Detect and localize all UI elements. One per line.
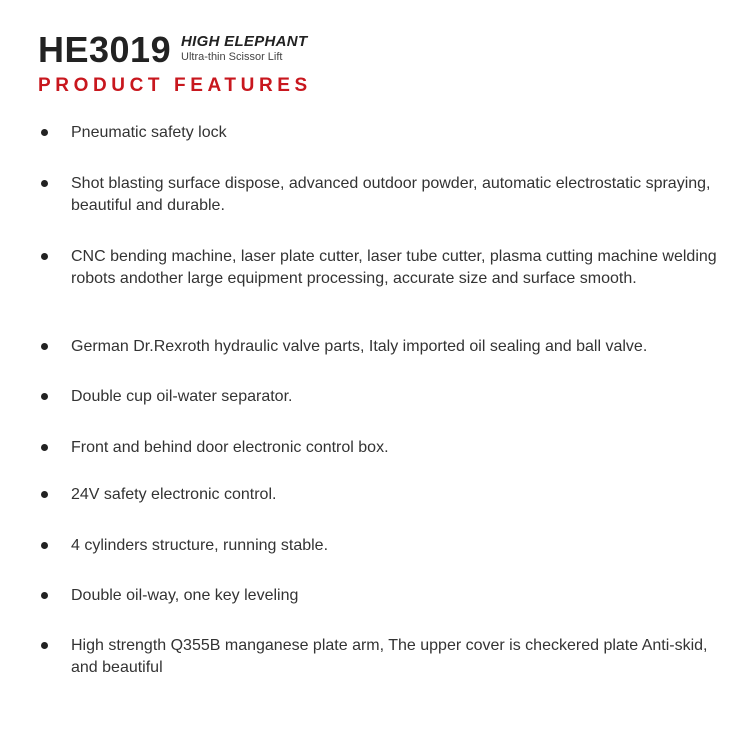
feature-text: 4 cylinders structure, running stable. (71, 537, 329, 554)
feature-text: Front and behind door electronic control box. (71, 439, 389, 456)
feature-text: Double oil-way, one key leveling (71, 587, 299, 604)
bullet-icon (41, 444, 48, 451)
section-title: PRODUCT FEATURES (38, 75, 312, 96)
bullet-icon (41, 129, 48, 136)
bullet-icon (41, 491, 48, 498)
brand-name: HIGH ELEPHANT (181, 33, 308, 50)
header (38, 30, 738, 100)
product-subtitle: Ultra-thin Scissor Lift (181, 51, 283, 63)
feature-text: High strength Q355B manganese plate arm, The upper cover is checkered plate Anti-skid, and beautiful (71, 637, 708, 676)
brand-block (181, 34, 307, 64)
feature-text: German Dr.Rexroth hydraulic valve parts, Italy imported oil sealing and ball valve. (71, 338, 648, 355)
bullet-icon (41, 592, 48, 599)
feature-text: Shot blasting surface dispose, advanced outdoor powder, automatic electrostatic spraying, beautiful and durable. (71, 175, 711, 214)
bullet-icon (41, 393, 48, 400)
bullet-icon (41, 642, 48, 649)
bullet-icon (41, 253, 48, 260)
bullet-icon (41, 180, 48, 187)
feature-text: CNC bending machine, laser plate cutter, laser tube cutter, plasma cutting machine welding robots andother large equipment processing, accurate size and surface smooth. (71, 248, 717, 287)
feature-text: 24V safety electronic control. (71, 486, 277, 503)
feature-text: Pneumatic safety lock (71, 124, 227, 141)
bullet-icon (41, 542, 48, 549)
bullet-icon (41, 343, 48, 350)
model-number: HE3019 (38, 29, 172, 70)
feature-text: Double cup oil-water separator. (71, 388, 293, 405)
